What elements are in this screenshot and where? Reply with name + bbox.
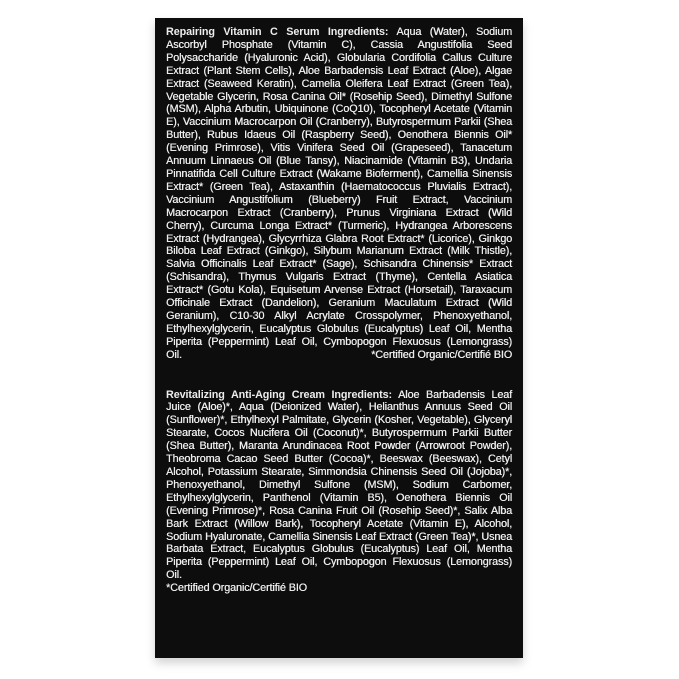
serum-certified-note: *Certified Organic/Certifié BIO xyxy=(371,348,512,361)
cream-ingredients-paragraph xyxy=(166,389,512,583)
ingredient-label xyxy=(155,18,523,658)
serum-body: Aqua (Water), Sodium Ascorbyl Phosphate (Vitamin C), Cassia Angustifolia Seed Polysaccharide (Hyaluronic Acid), Globularia Cordifolia Callus Culture Extract (Plant Stem Cells), Aloe Barbadensis Leaf Extract (Aloe), Algae Extract (Seaweed Keratin), Camelia Oleifera Leaf Extract (Green Tea), Vegetable Glycerin, Rosa Canina Oil* (Rosehip Seed), Dimethyl Sulfone (MSM), Alpha Arbutin, Ubiquinone (CoQ10), Tocopheryl Acetate (Vitamin E), Vaccinium Macrocarpon Oil (Cranberry), Butyrospermum Parkii (Shea Butter), Rubus Idaeus Oil (Raspberry Seed), Oenothera Biennis Oil* (Evening Primrose), Vitis Vinifera Seed Oil (Grapeseed), Tanacetum Annuum Linnaeus Oil (Blue Tansy), Niacinamide (Vitamin B3), Undaria Pinnatifida Cell Culture Extract (Wakame Bioferment), Camellia Sinensis Extract* (Green Tea), Astaxanthin (Haematococcus Pluvialis Extract), Vaccinium Angustifolium (Blueberry) Fruit Extract, Vaccinium Macrocarpon Extract (Cranberry), Prunus Virginiana Extract (Wild Cherry), Curcuma Longa Extract* (Turmeric), Hydrangea Arborescens Extract (Hydrangea), Glycyrrhiza Glabra Root Extract* (Licorice), Ginkgo Biloba Leaf Extract (Ginkgo), Silybum Marianum Extract (Milk Thistle), Salvia Officinalis Leaf Extract* (Sage), Schisandra Chinensis* Extract (Schisandra), Thymus Vulgaris Extract (Thyme), Centella Asiatica Extract* (Gotu Kola), Equisetum Arvense Extract (Horsetail), Taraxacum Officinale Extract (Dandelion), Geranium Maculatum Extract (Wild Geranium), C10-30 Alkyl Acrylate Crosspolymer, Phenoxyethanol, Ethylhexylglycerin, Eucalyptus Globulus (Eucalyptus) Leaf Oil, Mentha Piperita (Peppermint) Leaf Oil, Cymbopogon Flexuosus (Lemongrass) Oil. xyxy=(166,26,512,361)
cream-certified-note: *Certified Organic/Certifié BIO xyxy=(166,582,307,595)
cream-heading: Revitalizing Anti-Aging Cream Ingredients: xyxy=(166,388,393,401)
serum-heading: Repairing Vitamin C Serum Ingredients: xyxy=(166,26,389,38)
serum-ingredients-paragraph xyxy=(166,26,512,362)
cream-body: Aloe Barbadensis Leaf Juice (Aloe)*, Aqua (Deionized Water), Helianthus Annuus Seed Oil (Sunflower)*, Ethylhexyl Palmitate, Glycerin (Kosher, Vegetable), Glyceryl Stearate, Cocos Nucifera Oil (Coconut)*, Butyrospermum Parkii Butter (Shea Butter), Maranta Arundinacea Root Powder (Arrowroot Powder), Theobroma Cacao Seed Butter (Cocoa)*, Beeswax (Beeswax), Cetyl Alcohol, Potassium Stearate, Simmondsia Chinensis Seed Oil (Jojoba)*, Phenoxyethanol, Dimethyl Sulfone (MSM), Sodium Carbomer, Ethylhexylglycerin, Panthenol (Vitamin B5), Oenothera Biennis Oil (Evening Primrose)*, Rosa Canina Fruit Oil (Rosehip Seed)*, Salix Alba Bark Extract (Willow Bark), Tocopheryl Acetate (Vitamin E), Alcohol, Sodium Hyaluronate, Camellia Sinensis Leaf Extract (Green Tea)*, Usnea Barbata Extract, Eucalyptus Globulus (Eucalyptus) Leaf Oil, Mentha Piperita (Peppermint) Leaf Oil, Cymbopogon Flexuosus (Lemongrass) Oil. xyxy=(166,388,512,582)
